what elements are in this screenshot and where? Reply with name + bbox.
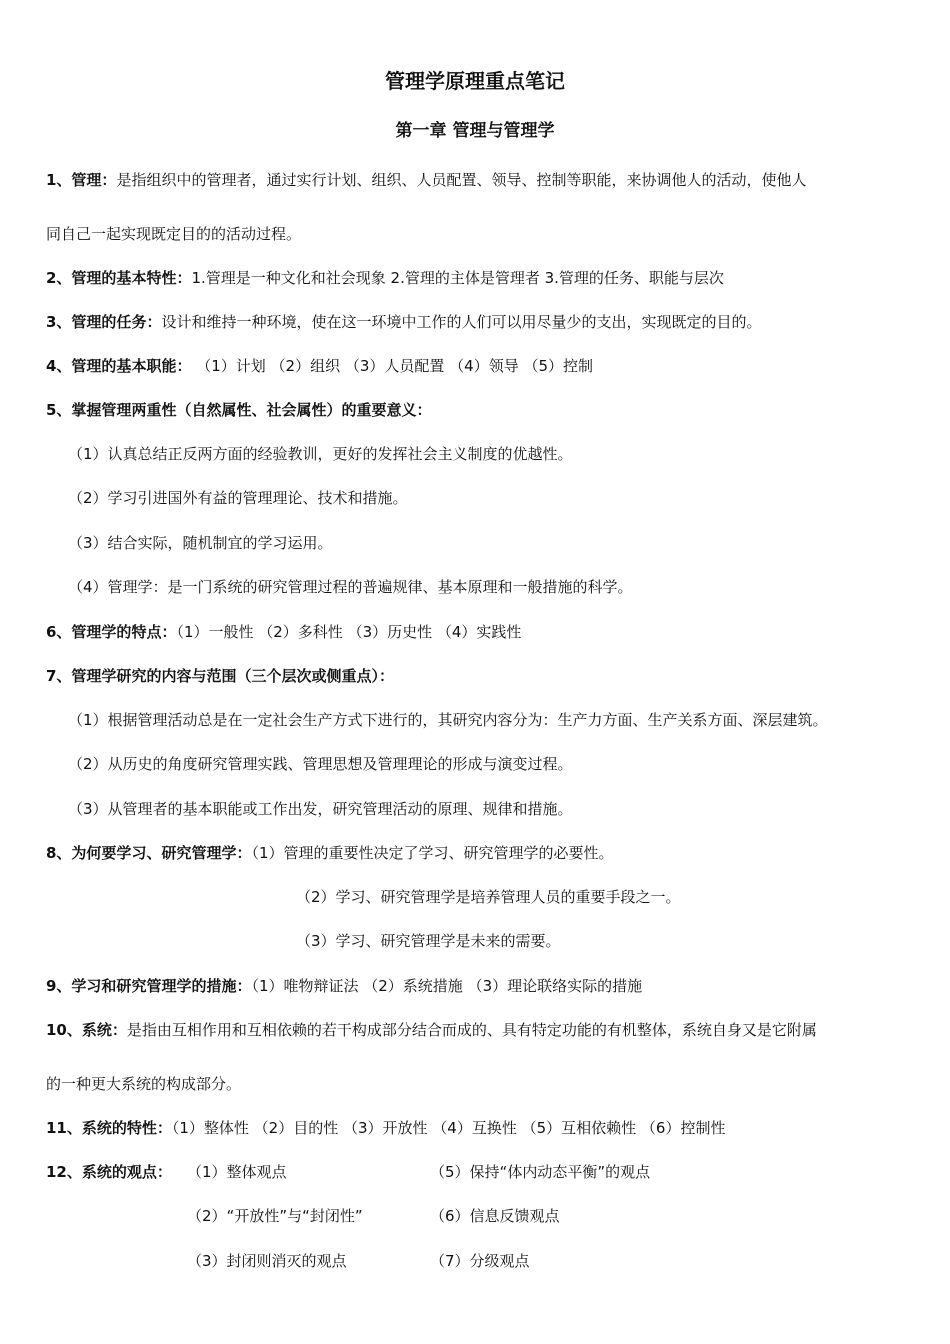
item-7 [46, 664, 910, 688]
item-8-sub: （3）学习、研究管理学是未来的需要。 [296, 932, 561, 950]
item-5 [46, 398, 910, 422]
item-12-term: 12、系统的观点： [46, 1163, 172, 1181]
item-12-left: （2）“开放性”与“封闭性” [187, 1207, 363, 1225]
item-7-sub: （3）从管理者的基本职能或工作出发，研究管理活动的原理、规律和措施。 [68, 800, 573, 818]
item-11-term: 11、系统的特性： [46, 1119, 172, 1137]
item-7-sub: （1）根据管理活动总是在一定社会生产方式下进行的，其研究内容分为：生产力方面、生产关系方面、深层建筑。 [68, 711, 828, 729]
item-1-term: 1、管理： [46, 171, 117, 189]
item-3-term: 3、管理的任务： [46, 313, 162, 331]
item-7-sub: （2）从历史的角度研究管理实践、管理思想及管理理论的形成与演变过程。 [68, 755, 573, 773]
item-9-text: （1）唯物辩证法 （2）系统措施 （3）理论联络实际的措施 [251, 977, 643, 995]
item-11-text: （1）整体性 （2）目的性 （3）开放性 （4）互换性 （5）互相依赖性 （6）控制性 [171, 1119, 726, 1137]
item-4-term: 4、管理的基本职能： [46, 357, 192, 375]
item-1-continuation: 同自己一起实现既定目的的活动过程。 [46, 225, 302, 243]
item-12-left: （3）封闭则消灭的观点 [187, 1252, 347, 1270]
item-1 [46, 168, 910, 192]
item-7-term: 7、管理学研究的内容与范围（三个层次或侧重点）： [46, 667, 394, 685]
item-5-sub: （3）结合实际，随机制宜的学习运用。 [68, 534, 333, 552]
item-5-sub: （2）学习引进国外有益的管理理论、技术和措施。 [68, 489, 408, 507]
item-12-right: （7）分级观点 [430, 1252, 530, 1270]
item-4 [46, 354, 910, 378]
item-3-text: 设计和维持一种环境，使在这一环境中工作的人们可以用尽量少的支出，实现既定的目的。 [161, 313, 762, 331]
item-10-term: 10、系统： [46, 1021, 127, 1039]
item-2 [46, 266, 910, 290]
item-12-left: （1）整体观点 [187, 1163, 287, 1181]
item-10-text: 是指由互相作用和互相依赖的若干构成部分结合而成的、具有特定功能的有机整体，系统自身又是它附属 [126, 1021, 817, 1039]
item-2-term: 2、管理的基本特性： [46, 269, 192, 287]
item-10-continuation: 的一种更大系统的构成部分。 [46, 1075, 242, 1093]
item-4-text: （1）计划 （2）组织 （3）人员配置 （4）领导 （5）控制 [191, 357, 594, 375]
item-6-term: 6、管理学的特点： [46, 623, 177, 641]
item-2-text: 1.管理是一种文化和社会现象 2.管理的主体是管理者 3.管理的任务、职能与层次 [191, 269, 724, 287]
item-5-term: 5、掌握管理两重性（自然属性、社会属性）的重要意义： [46, 401, 432, 419]
item-6 [46, 620, 910, 644]
item-9 [46, 974, 910, 998]
item-8-sub: （2）学习、研究管理学是培养管理人员的重要手段之一。 [296, 888, 681, 906]
item-5-sub: （1）认真总结正反两方面的经验教训，更好的发挥社会主义制度的优越性。 [68, 445, 573, 463]
item-10 [46, 1018, 910, 1042]
item-3 [46, 310, 910, 334]
item-8-text: （1）管理的重要性决定了学习、研究管理学的必要性。 [251, 844, 614, 862]
chapter-heading: 第一章 管理与管理学 [395, 121, 555, 141]
item-5-sub: （4）管理学：是一门系统的研究管理过程的普遍规律、基本原理和一般措施的科学。 [68, 578, 633, 596]
document-title: 管理学原理重点笔记 [385, 69, 565, 93]
item-12-right: （6）信息反馈观点 [430, 1207, 560, 1225]
item-8 [46, 841, 910, 865]
item-12-right: （5）保持“体内动态平衡”的观点 [430, 1163, 651, 1181]
item-9-term: 9、学习和研究管理学的措施： [46, 977, 252, 995]
item-11 [46, 1116, 910, 1140]
item-6-text: （1）一般性 （2）多科性 （3）历史性 （4）实践性 [176, 623, 522, 641]
item-8-term: 8、为何要学习、研究管理学： [46, 844, 252, 862]
item-1-text: 是指组织中的管理者，通过实行计划、组织、人员配置、领导、控制等职能，来协调他人的活动，使他人 [116, 171, 807, 189]
